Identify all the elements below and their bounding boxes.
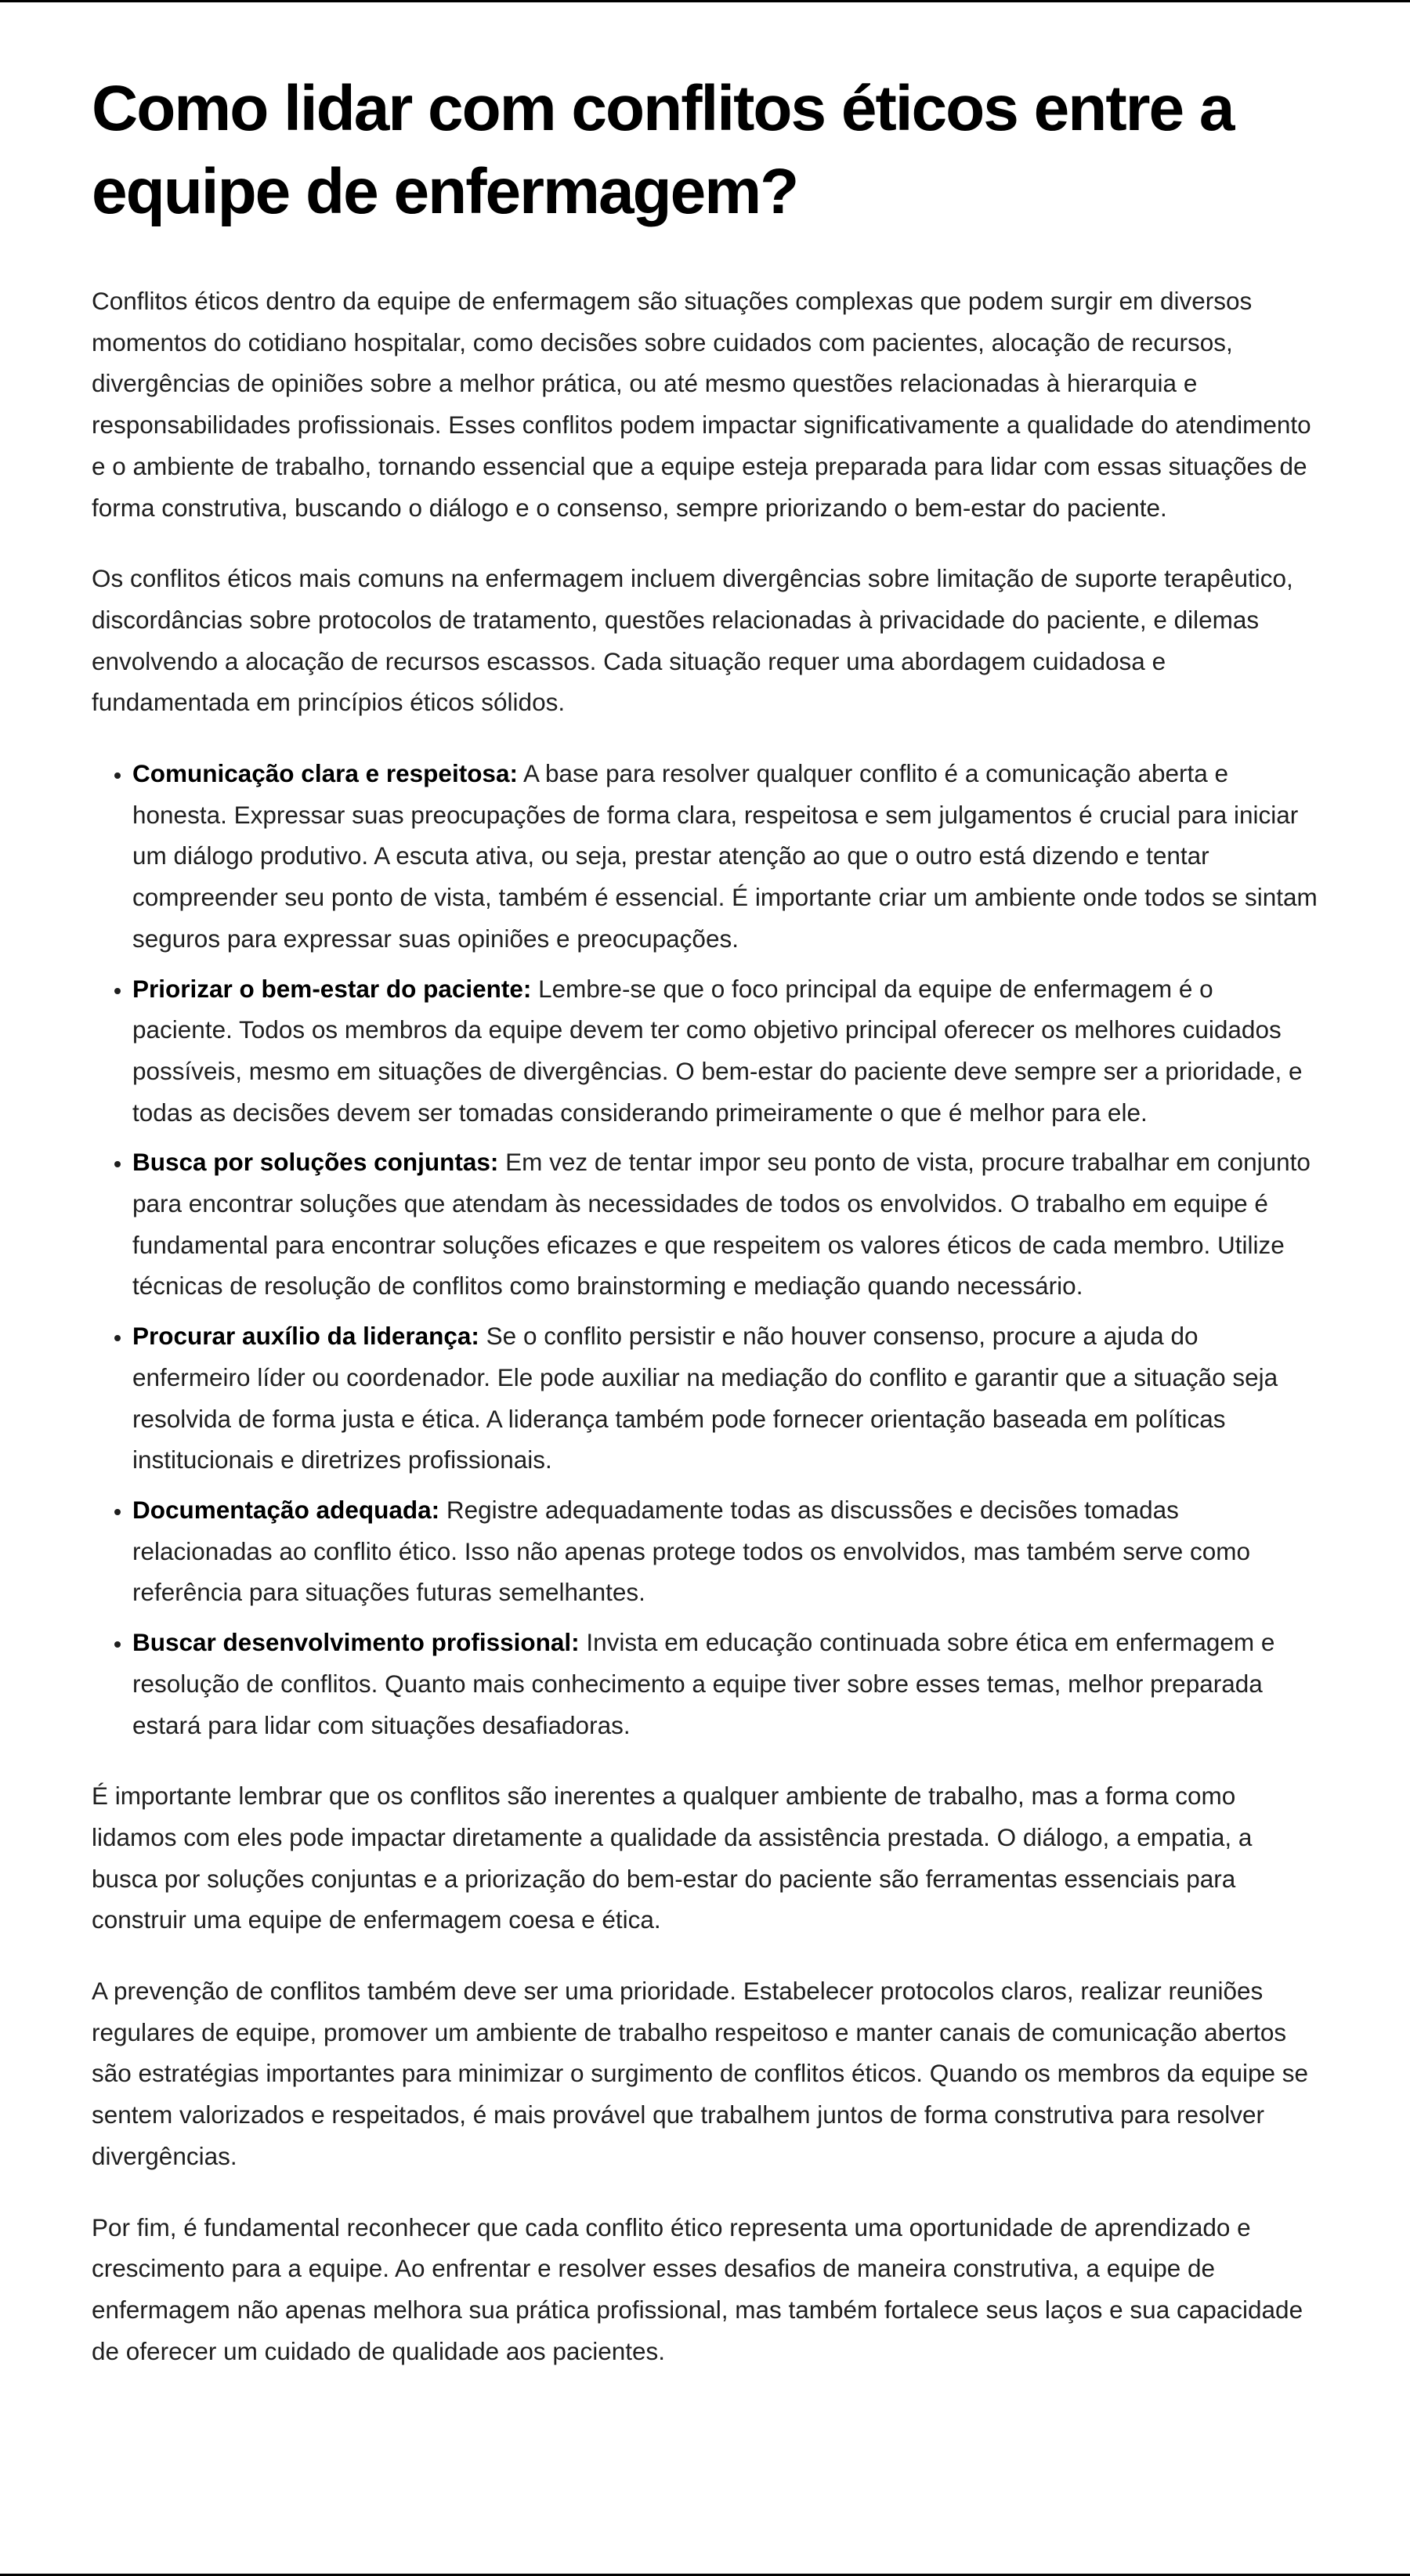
list-item-text: Se o conflito persistir e não houver consenso, procure a ajuda do enfermeiro líder ou coordenador. Ele pode auxiliar na mediação do conflito e garantir que a situação seja resolvida de forma justa e ética. A liderança também pode fornecer orientação baseada em políticas institucionais e diretrizes profissionais. [132, 1322, 1278, 1474]
intro-paragraph: Os conflitos éticos mais comuns na enfermagem incluem divergências sobre limitação de suporte terapêutico, discordâncias sobre protocolos de tratamento, questões relacionadas à privacidade do paciente, e dilemas envolvendo a alocação de recursos escassos. Cada situação requer uma abordagem cuidadosa e fundamentada em princípios éticos sólidos. [92, 564, 1293, 717]
list-item-text: Registre adequadamente todas as discussões e decisões tomadas relacionadas ao conflito ético. Isso não apenas protege todos os envolvidos, mas também serve como referência para situações futuras semelhantes. [132, 1495, 1251, 1607]
list-item [132, 753, 1320, 960]
outro-paragraph: É importante lembrar que os conflitos são inerentes a qualquer ambiente de trabalho, mas a forma como lidamos com eles pode impactar diretamente a qualidade da assistência prestada. O diálogo, a empatia, a busca por soluções conjuntas e a priorização do bem-estar do paciente são ferramentas essenciais para construir uma equipe de enfermagem coesa e ética. [92, 1782, 1253, 1934]
list-item-term: Documentação adequada: [132, 1495, 440, 1524]
list-item-text: A base para resolver qualquer conflito é a comunicação aberta e honesta. Expressar suas preocupações de forma clara, respeitosa e sem julgamentos é crucial para iniciar um diálogo produtivo. A escuta ativa, ou seja, prestar atenção ao que o outro está dizendo e tentar compreender seu ponto de vista, também é essencial. É importante criar um ambiente onde todos se sintam seguros para expressar suas opiniões e preocupações. [132, 759, 1318, 953]
intro-paragraph: Conflitos éticos dentro da equipe de enfermagem são situações complexas que podem surgir em diversos momentos do cotidiano hospitalar, como decisões sobre cuidados com pacientes, alocação de recursos, divergências de opiniões sobre a melhor prática, ou até mesmo questões relacionadas à hierarquia e responsabilidades profissionais. Esses conflitos podem impactar significativamente a qualidade do atendimento e o ambiente de trabalho, tornando essencial que a equipe esteja preparada para lidar com essas situações de forma construtiva, buscando o diálogo e o consenso, sempre priorizando o bem-estar do paciente. [92, 287, 1311, 522]
article [92, 67, 1320, 2401]
list-item [132, 1141, 1320, 1307]
list-item-text: Invista em educação continuada sobre ética em enfermagem e resolução de conflitos. Quanto mais conhecimento a equipe tiver sobre esses temas, melhor preparada estará para lidar com situações desafiadoras. [132, 1628, 1275, 1739]
list-item-term: Buscar desenvolvimento profissional: [132, 1628, 580, 1657]
list-item-term: Priorizar o bem-estar do paciente: [132, 974, 532, 1003]
list-item [132, 1315, 1320, 1481]
list-item [132, 1622, 1320, 1746]
list-item-text: Em vez de tentar impor seu ponto de vista, procure trabalhar em conjunto para encontrar soluções que atendam às necessidades de todos os envolvidos. O trabalho em equipe é fundamental para encontrar soluções eficazes e que respeitem os valores éticos de cada membro. Utilize técnicas de resolução de conflitos como brainstorming e mediação quando necessário. [132, 1148, 1311, 1301]
tips-list [92, 753, 1320, 1746]
list-item-term: Busca por soluções conjuntas: [132, 1148, 499, 1177]
page-title: Como lidar com conflitos éticos entre a equipe de enfermagem? [92, 73, 1234, 227]
list-item [132, 968, 1320, 1134]
list-item-term: Comunicação clara e respeitosa: [132, 759, 518, 788]
outro-paragraph: Por fim, é fundamental reconhecer que cada conflito ético representa uma oportunidade de aprendizado e crescimento para a equipe. Ao enfrentar e resolver esses desafios de maneira construtiva, a equipe de enfermagem não apenas melhora sua prática profissional, mas também fortalece seus laços e sua capacidade de oferecer um cuidado de qualidade aos pacientes. [92, 2212, 1303, 2365]
list-item-term: Procurar auxílio da liderança: [132, 1322, 479, 1351]
list-item-text: Lembre-se que o foco principal da equipe de enfermagem é o paciente. Todos os membros da equipe devem ter como objetivo principal oferecer os melhores cuidados possíveis, mesmo em situações de divergências. O bem-estar do paciente deve sempre ser a prioridade, e todas as decisões devem ser tomadas considerando primeiramente o que é melhor para ele. [132, 974, 1303, 1127]
outro-paragraph: A prevenção de conflitos também deve ser uma prioridade. Estabelecer protocolos claros, realizar reuniões regulares de equipe, promover um ambiente de trabalho respeitoso e manter canais de comunicação abertos são estratégias importantes para minimizar o surgimento de conflitos éticos. Quando os membros da equipe se sentem valorizados e respeitados, é mais provável que trabalhem juntos de forma construtiva para resolver divergências. [92, 1977, 1309, 2170]
list-item [132, 1489, 1320, 1613]
top-border [0, 0, 1410, 2]
